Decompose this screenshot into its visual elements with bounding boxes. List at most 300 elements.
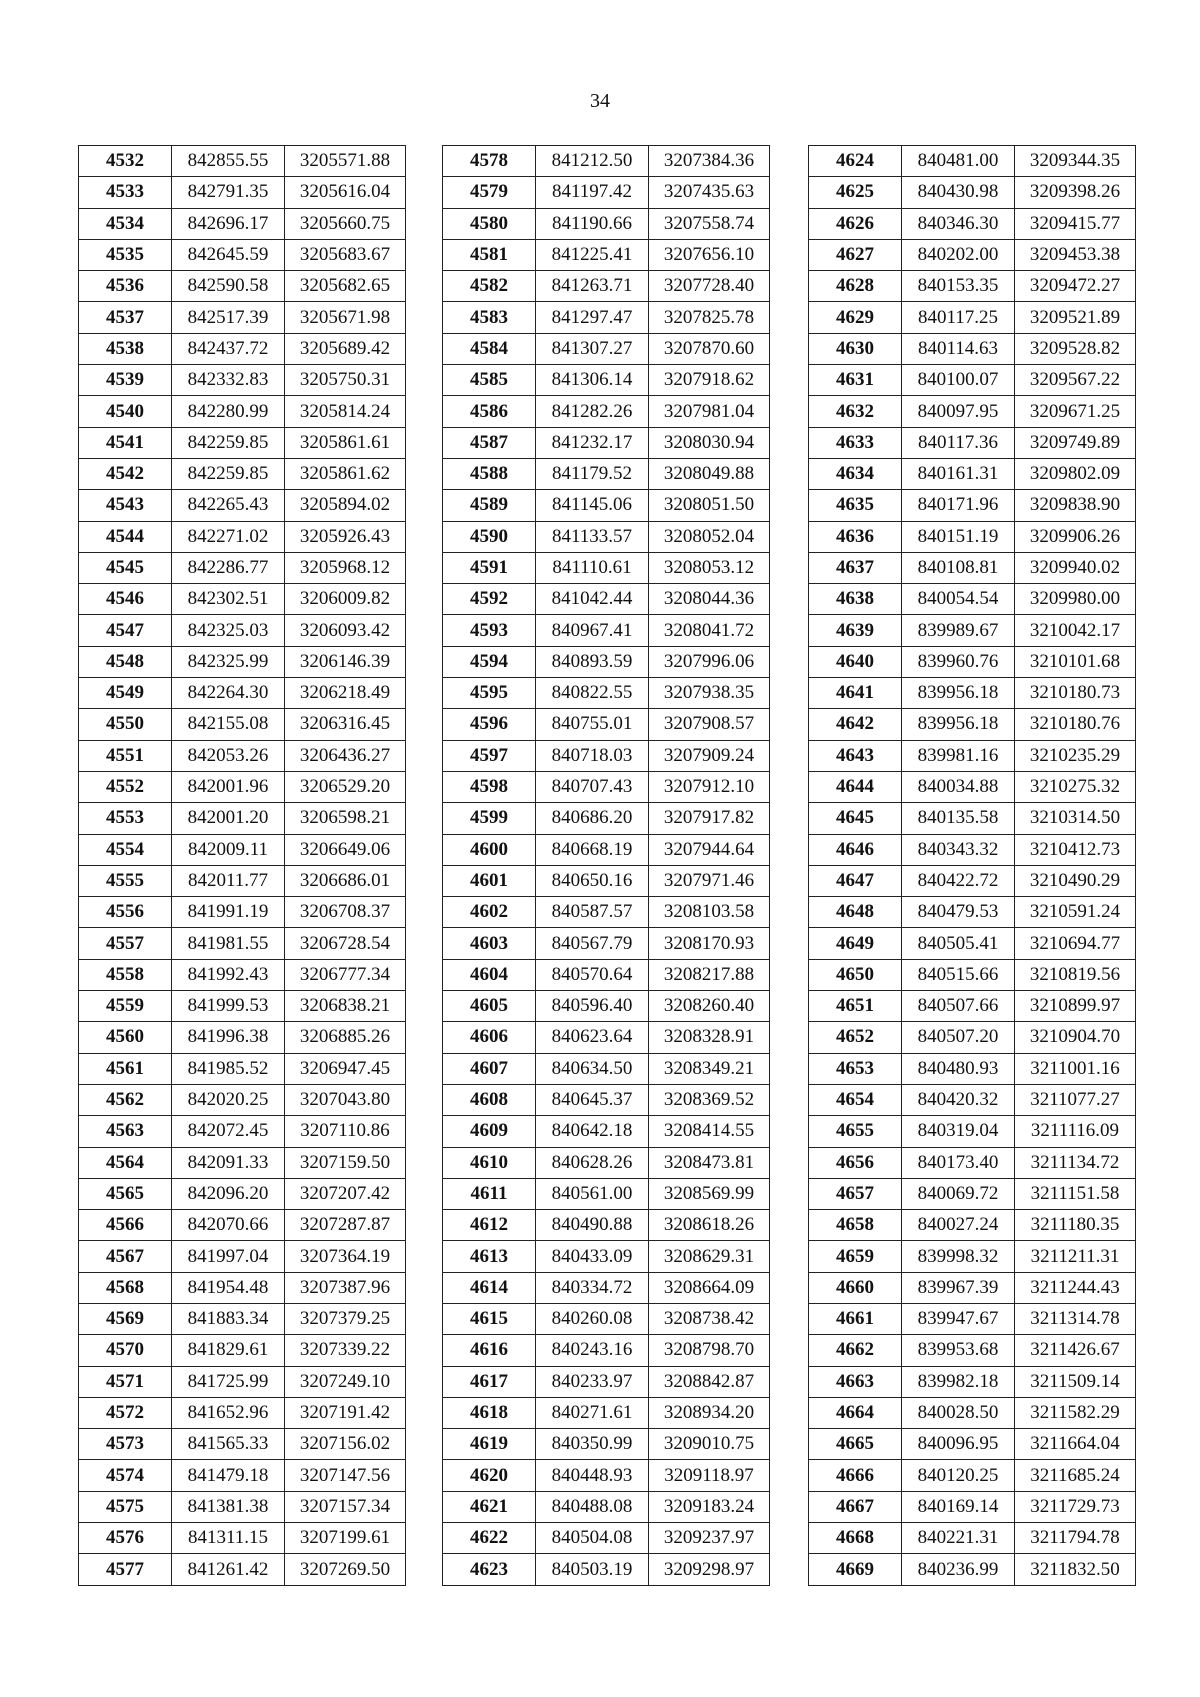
table-row — [443, 1460, 770, 1491]
x-coordinate-cell: 840448.93 — [536, 1460, 649, 1491]
x-coordinate-cell: 840069.72 — [902, 1178, 1015, 1209]
table-row — [443, 1397, 770, 1428]
point-number-cell: 4588 — [443, 458, 536, 489]
x-coordinate-cell: 840481.00 — [902, 146, 1015, 177]
table-row — [809, 458, 1136, 489]
point-number-cell: 4642 — [809, 709, 902, 740]
point-number-cell: 4572 — [79, 1397, 172, 1428]
table-row — [809, 584, 1136, 615]
table-row — [79, 928, 406, 959]
point-number-cell: 4596 — [443, 709, 536, 740]
table-row — [443, 1523, 770, 1554]
point-number-cell: 4650 — [809, 959, 902, 990]
table-row — [809, 552, 1136, 583]
table-row — [79, 709, 406, 740]
table-row — [809, 1303, 1136, 1334]
point-number-cell: 4631 — [809, 365, 902, 396]
y-coordinate-cell: 3211211.31 — [1015, 1241, 1136, 1272]
point-number-cell: 4570 — [79, 1335, 172, 1366]
y-coordinate-cell: 3208738.42 — [649, 1303, 770, 1334]
x-coordinate-cell: 840027.24 — [902, 1210, 1015, 1241]
x-coordinate-cell: 842096.20 — [172, 1178, 285, 1209]
point-number-cell: 4549 — [79, 678, 172, 709]
x-coordinate-cell: 840479.53 — [902, 897, 1015, 928]
table-row — [79, 771, 406, 802]
page-number: 34 — [590, 90, 610, 112]
y-coordinate-cell: 3207287.87 — [285, 1210, 406, 1241]
point-number-cell: 4535 — [79, 239, 172, 270]
point-number-cell: 4620 — [443, 1460, 536, 1491]
y-coordinate-cell: 3207909.24 — [649, 740, 770, 771]
y-coordinate-cell: 3211426.67 — [1015, 1335, 1136, 1366]
x-coordinate-cell: 841985.52 — [172, 1053, 285, 1084]
x-coordinate-cell: 840822.55 — [536, 678, 649, 709]
table-row — [443, 490, 770, 521]
point-number-cell: 4571 — [79, 1366, 172, 1397]
y-coordinate-cell: 3208052.04 — [649, 521, 770, 552]
table-row — [79, 991, 406, 1022]
table-row — [443, 427, 770, 458]
y-coordinate-cell: 3207435.63 — [649, 177, 770, 208]
table-row — [79, 1460, 406, 1491]
y-coordinate-cell: 3211685.24 — [1015, 1460, 1136, 1491]
x-coordinate-cell: 840260.08 — [536, 1303, 649, 1334]
x-coordinate-cell: 841997.04 — [172, 1241, 285, 1272]
table-row — [79, 271, 406, 302]
x-coordinate-cell: 841996.38 — [172, 1022, 285, 1053]
y-coordinate-cell: 3211582.29 — [1015, 1397, 1136, 1428]
point-number-cell: 4626 — [809, 208, 902, 239]
table-row — [443, 1053, 770, 1084]
table-row — [809, 1272, 1136, 1303]
y-coordinate-cell: 3207207.42 — [285, 1178, 406, 1209]
y-coordinate-cell: 3206009.82 — [285, 584, 406, 615]
x-coordinate-cell: 841992.43 — [172, 959, 285, 990]
point-number-cell: 4612 — [443, 1210, 536, 1241]
point-number-cell: 4637 — [809, 552, 902, 583]
point-number-cell: 4653 — [809, 1053, 902, 1084]
point-number-cell: 4602 — [443, 897, 536, 928]
table-row — [443, 1491, 770, 1522]
point-number-cell: 4601 — [443, 865, 536, 896]
table-row — [809, 1523, 1136, 1554]
x-coordinate-cell: 840504.08 — [536, 1523, 649, 1554]
x-coordinate-cell: 840645.37 — [536, 1084, 649, 1115]
point-number-cell: 4536 — [79, 271, 172, 302]
y-coordinate-cell: 3209118.97 — [649, 1460, 770, 1491]
point-number-cell: 4532 — [79, 146, 172, 177]
y-coordinate-cell: 3208934.20 — [649, 1397, 770, 1428]
point-number-cell: 4608 — [443, 1084, 536, 1115]
x-coordinate-cell: 842259.85 — [172, 427, 285, 458]
x-coordinate-cell: 842645.59 — [172, 239, 285, 270]
x-coordinate-cell: 841981.55 — [172, 928, 285, 959]
y-coordinate-cell: 3207981.04 — [649, 396, 770, 427]
table-row — [79, 646, 406, 677]
x-coordinate-cell: 842020.25 — [172, 1084, 285, 1115]
y-coordinate-cell: 3207918.62 — [649, 365, 770, 396]
point-number-cell: 4648 — [809, 897, 902, 928]
x-coordinate-cell: 842072.45 — [172, 1116, 285, 1147]
point-number-cell: 4557 — [79, 928, 172, 959]
x-coordinate-cell: 839953.68 — [902, 1335, 1015, 1366]
table-row — [809, 771, 1136, 802]
table-row — [79, 146, 406, 177]
table-row — [79, 521, 406, 552]
table-row — [79, 490, 406, 521]
y-coordinate-cell: 3206777.34 — [285, 959, 406, 990]
table-row — [809, 959, 1136, 990]
point-number-cell: 4622 — [443, 1523, 536, 1554]
table-row — [809, 177, 1136, 208]
point-number-cell: 4664 — [809, 1397, 902, 1428]
y-coordinate-cell: 3207339.22 — [285, 1335, 406, 1366]
table-row — [809, 865, 1136, 896]
y-coordinate-cell: 3211664.04 — [1015, 1429, 1136, 1460]
y-coordinate-cell: 3205750.31 — [285, 365, 406, 396]
point-number-cell: 4661 — [809, 1303, 902, 1334]
table-row — [79, 1523, 406, 1554]
x-coordinate-cell: 839960.76 — [902, 646, 1015, 677]
y-coordinate-cell: 3207364.19 — [285, 1241, 406, 1272]
point-number-cell: 4585 — [443, 365, 536, 396]
point-number-cell: 4668 — [809, 1523, 902, 1554]
x-coordinate-cell: 840507.66 — [902, 991, 1015, 1022]
table-row — [79, 615, 406, 646]
y-coordinate-cell: 3205861.61 — [285, 427, 406, 458]
table-row — [809, 1335, 1136, 1366]
x-coordinate-cell: 840343.32 — [902, 834, 1015, 865]
table-row — [443, 365, 770, 396]
x-coordinate-cell: 839998.32 — [902, 1241, 1015, 1272]
x-coordinate-cell: 840490.88 — [536, 1210, 649, 1241]
y-coordinate-cell: 3207191.42 — [285, 1397, 406, 1428]
point-number-cell: 4589 — [443, 490, 536, 521]
point-number-cell: 4607 — [443, 1053, 536, 1084]
table-row — [443, 302, 770, 333]
x-coordinate-cell: 840561.00 — [536, 1178, 649, 1209]
point-number-cell: 4533 — [79, 177, 172, 208]
table-row — [443, 1178, 770, 1209]
y-coordinate-cell: 3210101.68 — [1015, 646, 1136, 677]
y-coordinate-cell: 3207996.06 — [649, 646, 770, 677]
table-row — [79, 1022, 406, 1053]
table-row — [79, 959, 406, 990]
table-row — [809, 1397, 1136, 1428]
x-coordinate-cell: 841311.15 — [172, 1523, 285, 1554]
x-coordinate-cell: 841306.14 — [536, 365, 649, 396]
x-coordinate-cell: 841883.34 — [172, 1303, 285, 1334]
point-number-cell: 4640 — [809, 646, 902, 677]
point-number-cell: 4643 — [809, 740, 902, 771]
point-number-cell: 4630 — [809, 333, 902, 364]
y-coordinate-cell: 3208414.55 — [649, 1116, 770, 1147]
table-row — [809, 146, 1136, 177]
y-coordinate-cell: 3211314.78 — [1015, 1303, 1136, 1334]
point-number-cell: 4546 — [79, 584, 172, 615]
table-row — [79, 584, 406, 615]
y-coordinate-cell: 3210314.50 — [1015, 803, 1136, 834]
table-row — [443, 146, 770, 177]
point-number-cell: 4666 — [809, 1460, 902, 1491]
point-number-cell: 4568 — [79, 1272, 172, 1303]
x-coordinate-cell: 841212.50 — [536, 146, 649, 177]
table-row — [443, 646, 770, 677]
point-number-cell: 4544 — [79, 521, 172, 552]
y-coordinate-cell: 3207156.02 — [285, 1429, 406, 1460]
x-coordinate-cell: 840028.50 — [902, 1397, 1015, 1428]
point-number-cell: 4639 — [809, 615, 902, 646]
x-coordinate-cell: 842271.02 — [172, 521, 285, 552]
y-coordinate-cell: 3206686.01 — [285, 865, 406, 896]
point-number-cell: 4657 — [809, 1178, 902, 1209]
x-coordinate-cell: 840634.50 — [536, 1053, 649, 1084]
y-coordinate-cell: 3208030.94 — [649, 427, 770, 458]
y-coordinate-cell: 3211001.16 — [1015, 1053, 1136, 1084]
x-coordinate-cell: 840488.08 — [536, 1491, 649, 1522]
y-coordinate-cell: 3208049.88 — [649, 458, 770, 489]
point-number-cell: 4558 — [79, 959, 172, 990]
table-row — [79, 834, 406, 865]
point-number-cell: 4649 — [809, 928, 902, 959]
x-coordinate-cell: 842791.35 — [172, 177, 285, 208]
x-coordinate-cell: 842302.51 — [172, 584, 285, 615]
x-coordinate-cell: 840034.88 — [902, 771, 1015, 802]
x-coordinate-cell: 841829.61 — [172, 1335, 285, 1366]
point-number-cell: 4594 — [443, 646, 536, 677]
table-row — [809, 239, 1136, 270]
table-row — [443, 1554, 770, 1585]
point-number-cell: 4573 — [79, 1429, 172, 1460]
y-coordinate-cell: 3205814.24 — [285, 396, 406, 427]
x-coordinate-cell: 840319.04 — [902, 1116, 1015, 1147]
y-coordinate-cell: 3205683.67 — [285, 239, 406, 270]
point-number-cell: 4669 — [809, 1554, 902, 1585]
y-coordinate-cell: 3208170.93 — [649, 928, 770, 959]
table-row — [79, 239, 406, 270]
y-coordinate-cell: 3205616.04 — [285, 177, 406, 208]
point-number-cell: 4592 — [443, 584, 536, 615]
y-coordinate-cell: 3209453.38 — [1015, 239, 1136, 270]
table-row — [443, 865, 770, 896]
point-number-cell: 4660 — [809, 1272, 902, 1303]
table-row — [809, 1084, 1136, 1115]
table-row — [809, 365, 1136, 396]
x-coordinate-cell: 841565.33 — [172, 1429, 285, 1460]
y-coordinate-cell: 3207944.64 — [649, 834, 770, 865]
point-number-cell: 4606 — [443, 1022, 536, 1053]
y-coordinate-cell: 3211509.14 — [1015, 1366, 1136, 1397]
table-row — [79, 396, 406, 427]
x-coordinate-cell: 840097.95 — [902, 396, 1015, 427]
point-number-cell: 4655 — [809, 1116, 902, 1147]
x-coordinate-cell: 840755.01 — [536, 709, 649, 740]
x-coordinate-cell: 840567.79 — [536, 928, 649, 959]
point-number-cell: 4540 — [79, 396, 172, 427]
point-number-cell: 4564 — [79, 1147, 172, 1178]
x-coordinate-cell: 840054.54 — [902, 584, 1015, 615]
table-row — [809, 834, 1136, 865]
x-coordinate-cell: 842070.66 — [172, 1210, 285, 1241]
point-number-cell: 4628 — [809, 271, 902, 302]
x-coordinate-cell: 841282.26 — [536, 396, 649, 427]
table-row — [443, 615, 770, 646]
x-coordinate-cell: 840161.31 — [902, 458, 1015, 489]
table-row — [79, 865, 406, 896]
point-number-cell: 4576 — [79, 1523, 172, 1554]
y-coordinate-cell: 3208569.99 — [649, 1178, 770, 1209]
y-coordinate-cell: 3207938.35 — [649, 678, 770, 709]
point-number-cell: 4636 — [809, 521, 902, 552]
x-coordinate-cell: 842265.43 — [172, 490, 285, 521]
table-row — [79, 1084, 406, 1115]
table-row — [443, 771, 770, 802]
point-number-cell: 4542 — [79, 458, 172, 489]
x-coordinate-cell: 840271.61 — [536, 1397, 649, 1428]
y-coordinate-cell: 3209344.35 — [1015, 146, 1136, 177]
y-coordinate-cell: 3206529.20 — [285, 771, 406, 802]
table-row — [79, 1491, 406, 1522]
x-coordinate-cell: 840430.98 — [902, 177, 1015, 208]
y-coordinate-cell: 3207728.40 — [649, 271, 770, 302]
table-row — [809, 302, 1136, 333]
x-coordinate-cell: 840422.72 — [902, 865, 1015, 896]
table-row — [443, 740, 770, 771]
y-coordinate-cell: 3207917.82 — [649, 803, 770, 834]
x-coordinate-cell: 842855.55 — [172, 146, 285, 177]
point-number-cell: 4627 — [809, 239, 902, 270]
point-number-cell: 4614 — [443, 1272, 536, 1303]
y-coordinate-cell: 3208349.21 — [649, 1053, 770, 1084]
y-coordinate-cell: 3211151.58 — [1015, 1178, 1136, 1209]
table-row — [79, 365, 406, 396]
table-row — [443, 396, 770, 427]
point-number-cell: 4610 — [443, 1147, 536, 1178]
x-coordinate-cell: 840570.64 — [536, 959, 649, 990]
point-number-cell: 4667 — [809, 1491, 902, 1522]
table-row — [79, 458, 406, 489]
y-coordinate-cell: 3207159.50 — [285, 1147, 406, 1178]
point-number-cell: 4560 — [79, 1022, 172, 1053]
y-coordinate-cell: 3205571.88 — [285, 146, 406, 177]
y-coordinate-cell: 3207558.74 — [649, 208, 770, 239]
x-coordinate-cell: 841190.66 — [536, 208, 649, 239]
x-coordinate-cell: 840117.36 — [902, 427, 1015, 458]
point-number-cell: 4534 — [79, 208, 172, 239]
point-number-cell: 4590 — [443, 521, 536, 552]
point-number-cell: 4537 — [79, 302, 172, 333]
x-coordinate-cell: 840151.19 — [902, 521, 1015, 552]
table-row — [443, 928, 770, 959]
table-row — [79, 897, 406, 928]
point-number-cell: 4555 — [79, 865, 172, 896]
point-number-cell: 4629 — [809, 302, 902, 333]
point-number-cell: 4617 — [443, 1366, 536, 1397]
table-row — [79, 1335, 406, 1366]
table-row — [79, 302, 406, 333]
point-number-cell: 4578 — [443, 146, 536, 177]
table-row — [443, 1022, 770, 1053]
point-number-cell: 4618 — [443, 1397, 536, 1428]
table-row — [79, 1303, 406, 1334]
y-coordinate-cell: 3209010.75 — [649, 1429, 770, 1460]
y-coordinate-cell: 3209183.24 — [649, 1491, 770, 1522]
x-coordinate-cell: 840346.30 — [902, 208, 1015, 239]
y-coordinate-cell: 3210275.32 — [1015, 771, 1136, 802]
x-coordinate-cell: 840433.09 — [536, 1241, 649, 1272]
coordinate-table-1 — [78, 145, 406, 1586]
point-number-cell: 4597 — [443, 740, 536, 771]
table-row — [79, 1366, 406, 1397]
table-row — [443, 271, 770, 302]
table-row — [809, 1178, 1136, 1209]
x-coordinate-cell: 840420.32 — [902, 1084, 1015, 1115]
x-coordinate-cell: 840334.72 — [536, 1272, 649, 1303]
point-number-cell: 4538 — [79, 333, 172, 364]
point-number-cell: 4633 — [809, 427, 902, 458]
x-coordinate-cell: 842259.85 — [172, 458, 285, 489]
y-coordinate-cell: 3211832.50 — [1015, 1554, 1136, 1585]
table-row — [79, 1053, 406, 1084]
table-row — [809, 1366, 1136, 1397]
table-row — [443, 678, 770, 709]
x-coordinate-cell: 840650.16 — [536, 865, 649, 896]
point-number-cell: 4577 — [79, 1554, 172, 1585]
point-number-cell: 4543 — [79, 490, 172, 521]
y-coordinate-cell: 3206146.39 — [285, 646, 406, 677]
y-coordinate-cell: 3209980.00 — [1015, 584, 1136, 615]
table-row — [443, 584, 770, 615]
table-row — [443, 1366, 770, 1397]
x-coordinate-cell: 839981.16 — [902, 740, 1015, 771]
x-coordinate-cell: 840623.64 — [536, 1022, 649, 1053]
table-row — [79, 427, 406, 458]
point-number-cell: 4662 — [809, 1335, 902, 1366]
table-row — [443, 709, 770, 740]
y-coordinate-cell: 3211244.43 — [1015, 1272, 1136, 1303]
table-row — [79, 1178, 406, 1209]
y-coordinate-cell: 3209415.77 — [1015, 208, 1136, 239]
coordinate-table-2 — [442, 145, 770, 1586]
y-coordinate-cell: 3206708.37 — [285, 897, 406, 928]
y-coordinate-cell: 3207870.60 — [649, 333, 770, 364]
y-coordinate-cell: 3207043.80 — [285, 1084, 406, 1115]
x-coordinate-cell: 841042.44 — [536, 584, 649, 615]
table-row — [443, 1335, 770, 1366]
y-coordinate-cell: 3206649.06 — [285, 834, 406, 865]
table-row — [79, 1429, 406, 1460]
y-coordinate-cell: 3206728.54 — [285, 928, 406, 959]
table-row — [809, 521, 1136, 552]
table-row — [79, 1210, 406, 1241]
y-coordinate-cell: 3210904.70 — [1015, 1022, 1136, 1053]
table-row — [809, 709, 1136, 740]
y-coordinate-cell: 3206947.45 — [285, 1053, 406, 1084]
x-coordinate-cell: 842053.26 — [172, 740, 285, 771]
point-number-cell: 4567 — [79, 1241, 172, 1272]
point-number-cell: 4651 — [809, 991, 902, 1022]
point-number-cell: 4623 — [443, 1554, 536, 1585]
x-coordinate-cell: 840628.26 — [536, 1147, 649, 1178]
y-coordinate-cell: 3209940.02 — [1015, 552, 1136, 583]
point-number-cell: 4574 — [79, 1460, 172, 1491]
table-row — [809, 1491, 1136, 1522]
table-row — [443, 1084, 770, 1115]
y-coordinate-cell: 3207971.46 — [649, 865, 770, 896]
y-coordinate-cell: 3207912.10 — [649, 771, 770, 802]
x-coordinate-cell: 840096.95 — [902, 1429, 1015, 1460]
point-number-cell: 4634 — [809, 458, 902, 489]
